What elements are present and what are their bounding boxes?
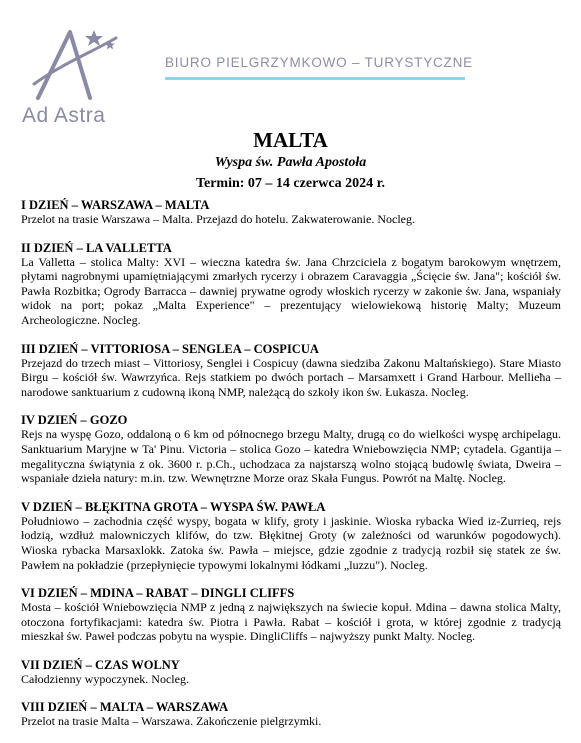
day-description: Przejazd do trzech miast – Vittoriosy, Senglei i Cospicuy (dawna siedziba Zakonu Maltańskiego). Stare Miasto Birgu – kościół św. Wawrzyńca. Rejs statkiem po dwóch portach – Marsamxett i Grand Harbour. Mellieħa – narodowe sanktuarium z cudowną ikoną NMP, należącą do szkoły ikon św. Łukasza. Nocleg. [21,355,561,399]
day-description: Mosta – kościół Wniebowzięcia NMP z jedną z największych na świecie kopuł. Mdina – dawna stolica Malty, otoczona fortyfikacjami: katedra św. Piotra i Pawła. Rabat – kościół i grota, w której zgodnie z tradycją mieszkał św. Paweł podczas pobytu na wyspie. DingliCliffs – najwyższy punkt Malty. Nocleg. [21,600,561,644]
day-description: Przelot na trasie Warszawa – Malta. Przejazd do hotelu. Zakwaterowanie. Nocleg. [21,212,415,226]
day-title: VII DZIEŃ – CZAS WOLNY [21,657,180,672]
ad-astra-star-a-icon [32,24,122,104]
day-description: Całodzienny wypoczynek. Nocleg. [21,671,189,686]
trip-dates: Termin: 07 – 14 czerwca 2024 r. [195,176,386,191]
itinerary-day [21,700,561,729]
itinerary-day [21,342,561,400]
day-description: Południowo – zachodnia część wyspy, bogata w klify, groty i jaskinie. Wioska rybacka Wied iz-Zurrieq, rejs łodzią, wzdłuż malowniczych klifów, do tzw. Błękitnej Groty (w zależności od warunków pogodowych). Wioska rybacka Marsaxlokk. Zatoka św. Pawła – miejsce, gdzie zgodnie z tradycją rozbił się statek ze św. Pawłem na pokładzie (przepłynięcie typowymi lokalnymi łódkami „luzzu"). Nocleg. [21,513,561,572]
itinerary-day [21,198,561,227]
day-title: IV DZIEŃ – GOZO [21,413,128,428]
trip-subtitle: Wyspa św. Pawła Apostoła [214,155,367,170]
day-description: La Valletta – stolica Malty: XVI – wieczna katedra św. Jana Chrzciciela z bogatym barokowym wnętrzem, płytami nagrobnymi upamiętniającymi zmarłych rycerzy i obrazem Caravaggia „Ścięcie św. Jana"; kościół św. Pawła Rozbitka; Ogrody Barracca – dawniej prywatne ogrody włoskich rycerzy w zakonie św. Jana, wspaniały widok na port; pokaz „Malta Experience" – prezentujący wielowiekową historię Malty; Muzeum Archeologiczne. Nocleg. [21,254,561,327]
bureau-name: BIURO PIELGRZYMKOWO – TURYSTYCZNE [165,55,473,70]
day-title: V DZIEŃ – BŁĘKITNA GROTA – WYSPA ŚW. PAWŁA [21,499,326,514]
day-description: Rejs na wyspę Gozo, oddaloną o 6 km od północnego brzegu Malty, drugą co do wielkości wyspę archipelagu. Sanktuarium Maryjne w Ta' Pinu. Victoria – stolica Gozo – katedra Wniebowzięcia NMP; cytadela. Ggantija – megalityczna świątynia z ok. 3600 r. p.Ch., uchodzaca za najstarszą wolno stojącą budowlę świata, Dweira – wspaniałe dzieła natury: m.in. tzw. Wewnętrzne Morze oraz Skała Fungus. Powrót na Maltę. Nocleg. [21,427,561,486]
day-description: Przelot na trasie Malta – Warszawa. Zakończenie pielgrzymki. [21,714,322,729]
day-title: III DZIEŃ – VITTORIOSA – SENGLEA – COSPICUA [21,341,319,356]
logo-text: Ad Astra [22,104,106,127]
day-title: VIII DZIEŃ – MALTA – WARSZAWA [21,700,229,715]
itinerary-day [21,586,561,644]
day-title: VI DZIEŃ – MDINA – RABAT – DINGLI CLIFFS [21,586,295,601]
day-title: II DZIEŃ – LA VALLETTA [21,240,172,255]
itinerary-day [21,500,561,572]
day-title: I DZIEŃ – WARSZAWA – MALTA [21,198,210,212]
itinerary-day [21,413,561,485]
itinerary-day [21,241,561,328]
trip-title: MALTA [253,128,328,152]
itinerary [21,198,561,743]
itinerary-day [21,658,561,687]
logo [18,24,128,134]
header-divider [165,77,465,80]
